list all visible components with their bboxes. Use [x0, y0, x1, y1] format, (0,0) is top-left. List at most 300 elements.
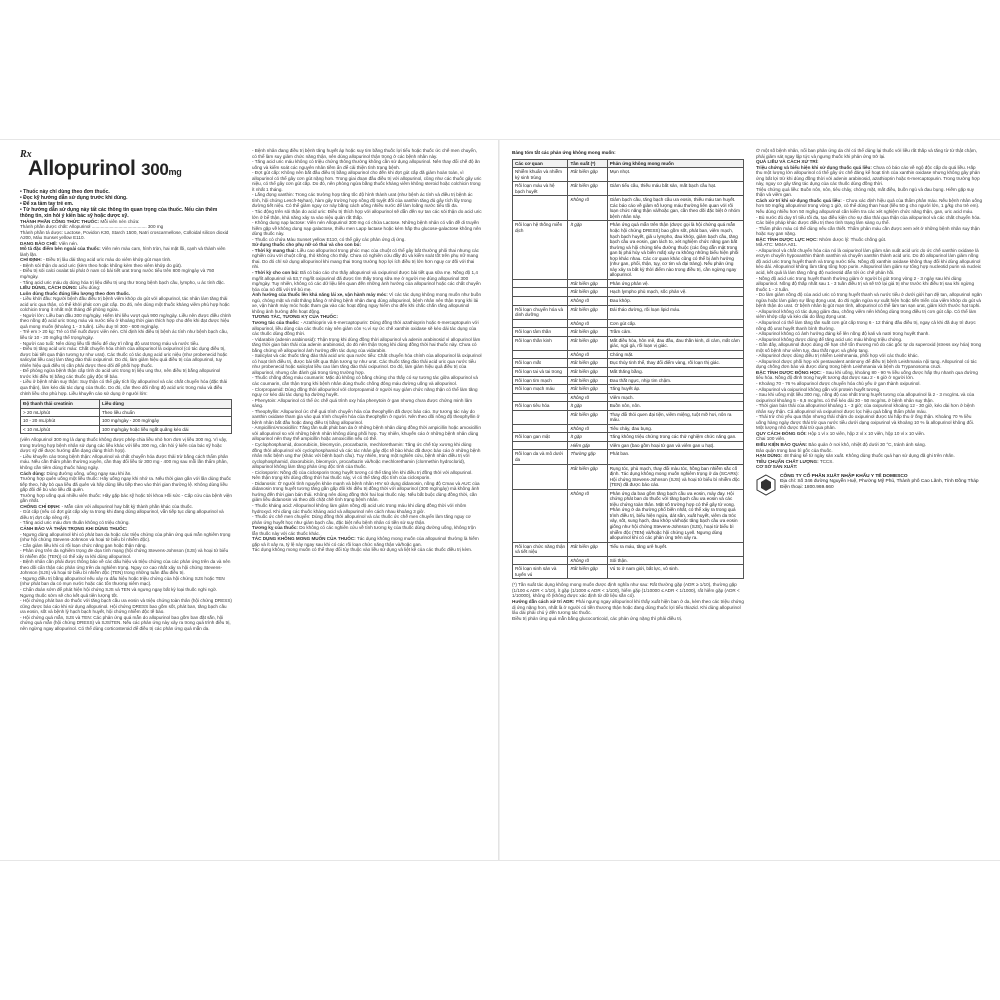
reaction-cell: Sỏi thận.	[607, 556, 743, 565]
text-paragraph	[252, 170, 482, 192]
column-1	[20, 148, 232, 853]
reaction-cell: Phản ứng da bao gồm tăng bạch cầu ưa eosin, mày đay. Hội chứng phát ban do thuốc với tăng bạch cầu ưa eosin và các triệu chứng toàn thân. Mặt số trường hợp có thể gây tử vong. Phản ứng ở da thường phổ biến nhất, có thể xảy ra trong quá trình điều trị, biểu hiện ngứa, dát sần, xuất huyết, viêm da tróc vảy, sốt, sung hạch, đau khớp và/hoặc tăng bạch cầu ưa eosin giống như hội chứng Stevens-Johnson (SJS), hoại tử biểu bì nhiễm độc (TEN) và/hoặc hội chứng Lyell. Ngưng dùng allopurinol khi có các phản ứng trên xảy ra.	[607, 489, 743, 542]
text-paragraph	[756, 198, 982, 215]
table-row	[513, 182, 744, 196]
adverse-effects-heading: Bảng tóm tắt các phản ứng không mong muốn:	[512, 150, 616, 155]
text-paragraph	[20, 246, 232, 257]
section-heading: TIÊU CHUẨN CHẤT LƯỢNG:	[756, 458, 819, 464]
table-row	[21, 408, 232, 417]
table-header-row	[21, 400, 232, 409]
text-paragraph	[20, 509, 232, 520]
paragraph-text: Trường hợp uống quá nhiều viên thuốc: Hãy gặp bác sỹ hoặc tới khoa Hồi sức - Cấp cứu của bệnh viện gần nhất.	[20, 492, 232, 504]
organ-class-cell	[513, 464, 568, 489]
paragraph-text: Ở một số bệnh nhân, nổi ban phản ứng da chỉ có thể dùng lại thuốc với liều rất thấp và tăng từ từ thật chậm, phải giảm sát ngay lập tức và ngưng thuốc khi phản ứng trở lại.	[756, 148, 977, 159]
table-cell: < 10 mL/phút	[21, 425, 100, 434]
table-row	[21, 417, 232, 426]
text-paragraph	[20, 493, 232, 504]
text-paragraph	[512, 582, 744, 599]
paragraph-text: (viên Allopurinol 300 mg là dạng thuốc không được phép chia liều nhỏ hơn đơn vị liều 300 mg. Vì vậy, trong trường hợp bệnh nhân sử dụng các liều khác với liều 300 mg, cần hỏi ý kiến của bác sỹ hoặc dược sỹ để được hướng dẫn dạng dùng thích hợp).	[20, 437, 228, 454]
frequency-cell: Thường gặp	[568, 450, 607, 464]
warning-list	[20, 189, 232, 219]
table-cell: Theo liều chuẩn	[99, 408, 231, 417]
paragraph-text: - Allopurinol không được dùng để tăng acid uric máu không triệu chứng.	[756, 336, 903, 342]
manufacturer-phone: Điện thoại: 1800.969.660	[780, 484, 834, 490]
frequency-cell: Rất hiếm gặp	[568, 336, 607, 350]
text-paragraph	[756, 359, 982, 370]
column-1-text	[20, 219, 232, 397]
rx-mark: Rx	[20, 149, 32, 160]
page-right	[500, 140, 1000, 860]
paragraph-text: - Liều khởi đầu: Người bệnh đầu điều trị bệnh viêm khớp do gút với allopurinol, tác nhân làm tăng thải acid uric qua thận, có thể khởi phát cơn gút cấp. Do đó, nên dùng một thuốc kháng viêm phù hợp hoặc colchicin trong ít nhất một tháng để phòng ngừa.	[20, 296, 230, 313]
paragraph-text: - Hội chứng phát ban do thuốc với tăng bạch cầu ưa eosin và triệu chứng toàn thân (hội chứng DRESS) cũng được báo cáo khi sử dụng allopurinol. Hội chứng DRESS bao gồm sốt, phát ban, tăng bạch cầu ưa eosin, sốt và bệnh lý hạch bạch huyết, hội chứng nhiễm độc tế bào.	[20, 598, 232, 615]
table-row	[513, 168, 744, 182]
section-heading: Triệu chứng và biểu hiện khi sử dụng thuốc quá liều:	[756, 164, 872, 170]
table-row	[513, 433, 744, 442]
paragraph-text: - Do làm giảm nồng độ của acid uric có trong huyết thanh và nước tiểu ở dưới giới hạn đệ tan, allopurinol ngăn ngừa hoặc làm giảm sự lắng đọng urat, do đó ngăn ngừa sự xuất hiện hoặc tiến triển của viêm khớp do gút và bệnh thận do urat. Ở bệnh nhân bị gút mạn tính, allopurinol có thể làm tan sạn urat, giảm kích thước hạt tophi.	[756, 292, 982, 309]
paragraph-text: Mã ATC: M04A A01.	[756, 242, 798, 248]
text-paragraph	[756, 392, 982, 403]
text-paragraph	[756, 165, 982, 187]
paragraph-text: - Tác động trên sỏi thận do acid uric: Điều trị thích hợp với allopurinol sẽ dẫn đến sự tan các sỏi thận do acid uric lớn ở bể thận, khả năng xảy ra vào niệu quản rất thấp.	[252, 209, 482, 220]
text-paragraph	[756, 226, 982, 237]
text-paragraph	[252, 547, 482, 553]
paragraph-text: - Thời gian bán thải của allopurinol khoảng 1 - 3 giờ; của oxipurinol khoảng 12 - 30 giờ, kéo dài hơn ở bệnh nhân suy thận. Cả allopurinol và oxipurinol được lọc hiệu quả bằng thẩm phân máu.	[756, 403, 975, 414]
column-4-text	[756, 148, 982, 470]
paragraph-text: - Phenytoin: Allopurinol có thể ức chế quá trình oxy hóa phenytoin ở gan nhưng chưa được chứng minh lâm sàng.	[252, 397, 473, 409]
warning-item: • Thuốc này chỉ dùng theo đơn thuốc.	[20, 188, 110, 195]
section-heading: CHỈ ĐỊNH:	[20, 257, 42, 263]
paragraph-text: Chai 100 viên.	[756, 436, 786, 442]
text-paragraph	[20, 368, 232, 379]
paragraph-text: - Gần đây, allopurinol được dùng để hạn chế tổn thương mô do các gốc tự do superoxid (stress oxy hóa) trong một số bệnh như viêm tụy, đau thắt ngực và ghép tạng.	[756, 342, 982, 353]
organ-class-cell	[513, 288, 568, 297]
text-paragraph	[20, 532, 232, 543]
text-paragraph	[252, 525, 482, 536]
text-paragraph	[252, 425, 482, 442]
warning-item: • Đọc kỹ hướng dẫn sử dụng trước khi dùng.	[20, 194, 128, 201]
section-heading: Luôn dùng thuốc đúng liều lượng theo đơn thuốc.	[20, 290, 131, 296]
section-heading: DẠNG BÀO CHẾ:	[20, 240, 58, 246]
frequency-cell: Rất hiếm gặp	[568, 376, 607, 385]
table-header-cell: Độ thanh thải creatinin	[21, 400, 100, 409]
paragraph-text: - Hội chứng quá mẫn, SJS và TEN: Các phản ứng quá mẫn do allopurinol bao gồm ban đặt sẵn, hội chứng quá mẫn (hội chứng DRESS) và SJS/TEN. Nếu các phản ứng này xảy ra trong quá trình điều trị, nên ngừng ngay allopurinol. Có thể dùng corticosteroid để điều trị các phản ứng quá mẫn da.	[20, 614, 231, 631]
text-paragraph	[756, 320, 982, 331]
paragraph-text: - Không dung nạp lactose: Viên nén Allopurinol 300 mg có chứa Lactose. Những bệnh nhân có vấn đề di truyền hiếm gặp về không dung nạp galactose, thiếu men Lapp lactase hoặc kém hấp thu glucose-galactose không nên dùng thuốc này.	[252, 220, 482, 237]
organ-class-cell	[513, 319, 568, 328]
column-2	[252, 148, 482, 853]
paragraph-text: - Sau khi uống, khoảng 80 - 90 % liều uống được hấp thụ nhanh qua đường tiêu hóa. Nồng độ đỉnh trong huyết tương đạt được sau 2 - 6 giờ ở người lớn.	[756, 369, 978, 381]
frequency-cell: Rất hiếm gặp	[568, 328, 607, 337]
table-row	[513, 385, 744, 394]
table-row	[513, 450, 744, 464]
paragraph-text: - Salicylat và các thuốc tăng đào thải acid uric qua nước tiểu: Chất chuyển hóa chính của allopurinol là oxipurinol có hoạt tính điều trị, được bài tiết qua thận tương tự như urat. Các thuốc tăng đào thải acid uric qua nước tiểu như probenecid hoặc salicylat liều cao làm tăng đào thải oxipurinol. Do đó, làm giảm hiệu quả điều trị của allopurinol, nhưng cần đánh giá trong từng trường hợp.	[252, 353, 482, 375]
table-row	[513, 336, 744, 350]
paragraph-text: Vì các tác dụng không mong muốn như buồn ngủ, chóng mặt và mất thăng bằng ở những bệnh nhân đang dùng allopurinol, bệnh nhân nên thận trọng khi lái xe, vận hành máy móc hoặc tham gia vào các hoạt động nguy hiểm cho đến khi chắc chắn rằng allopurinol không ảnh hưởng đến hoạt động.	[252, 292, 481, 314]
frequency-cell: Rất hiếm gặp	[568, 182, 607, 196]
reaction-cell: Vú to ở nam giới, bất lực, vô sinh.	[607, 565, 743, 579]
table-row	[513, 402, 744, 411]
text-paragraph	[20, 559, 232, 576]
column-1-text-continued	[20, 437, 232, 631]
paragraph-text: - Didanosin: Ở người tình nguyện khỏe mạnh và bệnh nhân HIV sử dụng didanosin, nồng độ Cmax và AUC của didanosin trong huyết tương tăng gần gấp đôi khi điều trị đồng thời với allopurinol (300 mg/ngày) mà không ảnh hưởng đến thời gian bán thải. Không nên dùng đồng thời hai loại thuốc này. Nếu bắt buộc dùng đồng thời, cần giảm liều didanosin và theo dõi chặt chẽ tình trạng bệnh nhân.	[252, 480, 480, 503]
paragraph-text: Viên nén màu cam, hình tròn, hai mặt lồi, cạnh và thành viên lành lặn.	[20, 246, 226, 257]
warning-item: • Để xa tầm tay trẻ em.	[20, 200, 74, 207]
paragraph-text: - Tăng acid uric máu không có triệu chứng thông thường không cần sử dụng allopurinol. Nên thay đổi chế độ ăn uống và kiểm soát các nguyên nhân tiềm ẩn để cải thiện tình trạng bệnh.	[252, 159, 480, 170]
paragraph-text: - Chẩn đoán sớm để phát hiện hội chứng SJS và TEN và ngưng ngay bất kỳ loại thuốc nghi ngờ. Ngưng thuốc sớm sẽ cho kết quả tiên lượng tốt.	[20, 587, 218, 598]
page-left	[0, 140, 500, 860]
organ-class-cell: Rối loạn mạch máu	[513, 385, 568, 394]
frequency-cell: Không rõ	[568, 196, 607, 221]
text-paragraph	[20, 296, 232, 313]
text-paragraph	[252, 409, 482, 426]
reaction-cell: Đục thủy tinh thể, thay đổi điểm vàng, rối loạn thị giác.	[607, 359, 743, 368]
reaction-cell: Thay đổi thói quen đại tiện, viêm miệng, tuột mỡ hơi, nôn ra máu.	[607, 410, 743, 424]
table-row	[513, 489, 744, 542]
text-paragraph	[252, 292, 482, 314]
frequency-cell: Không rõ	[568, 393, 607, 402]
frequency-cell: Không rõ	[568, 297, 607, 306]
paragraph-text: - Thuốc ức chế men chuyển: Dùng đồng thời allopurinol và các thuốc ức chế men chuyển làm tăng nguy cơ phản ứng huyết học như giảm bạch cầu, đặc biệt nếu bệnh nhân có tiền sử suy thận.	[252, 514, 471, 525]
organ-class-cell	[513, 196, 568, 221]
column-3-text	[512, 582, 744, 621]
text-paragraph	[756, 403, 982, 414]
paragraph-text: - Allopurinol và chất chuyển hóa của nó là oxipurinol làm giảm sản xuất acid uric do ức chế xanthin oxidase là enzym chuyển hypoxanthin thành xanthin và chuyển xanthin thành acid uric. Do đó allopurinol làm giảm nồng độ acid uric trong huyết thanh và trong nước tiểu. Nồng độ xanthin oxidase không thay đổi khi dùng allopurinol kéo dài. Allopurinol không làm tăng tổng hợp purin. Allopurinol làm giảm sự tổng hợp nucleotid purin và nucleic acid, kết quả là làm tăng nồng độ nucleotid dẫn tới ức chế phản hồi.	[756, 247, 982, 276]
reaction-cell: Mất điều hòa, hôn mê, đau đầu, đau thần kinh, di cảm, mất cảm giác, ngủ gà, rối loạn vị giác.	[607, 336, 743, 350]
text-paragraph	[20, 476, 232, 493]
table-row	[513, 424, 744, 433]
reaction-cell: Rụng tóc, phù mạch, thay đổi màu tóc, hồng ban nhiễm sắc cố định. Tác dụng không mong muốn nghiêm trọng ở da (SCARs): Hội chứng Stevens-Johnson (SJS) và hoại tử biểu bì nhiễm độc (TEN) đã được báo cáo.	[607, 464, 743, 489]
table-row	[513, 221, 744, 279]
frequency-cell: Không rõ	[568, 319, 607, 328]
reaction-cell: Tăng huyết áp.	[607, 385, 743, 394]
paragraph-text: - Cyclophosphamid, doxorubicin, bleomycin, procarbazin, mechlorethamin: Tăng ức chế tủy xương khi dùng đồng thời allopurinol với cyclophosphamid và các tác nhân gây độc tế bào khác đã được báo cáo ở những bệnh nhân mắc bệnh ung thư (khác với bệnh bạch cầu). Tuy nhiên, trong một nghiên cứu, bệnh nhân điều trị với cyclophosphamid, doxorubicin, bleomycin, procarbazin và/hoặc mechlorethamin (clormethin hydroclorid), allopurinol không làm tăng phản ứng độc tính của thuốc.	[252, 441, 481, 470]
section-heading: TƯƠNG TÁC, TƯƠNG KỴ CỦA THUỐC:	[252, 314, 338, 320]
organ-class-cell	[513, 350, 568, 359]
reaction-cell: Viêm gan (bao gồm hoại tử gan và viêm gan u hạt).	[607, 441, 743, 450]
warning-item: • Từ hướng dẫn sử dụng này tất các thông tin quan trọng của thuốc. Nếu cần thêm thông tin, xin hỏi ý kiến bác sỹ hoặc dược sỹ.	[20, 206, 218, 219]
reaction-cell: Trầm cảm.	[607, 328, 743, 337]
section-heading: ĐIỀU KIỆN BẢO QUẢN:	[756, 441, 808, 447]
organ-class-cell: Rối loạn máu và hệ bạch huyết	[513, 182, 568, 196]
table-row	[513, 350, 744, 359]
organ-class-cell	[513, 279, 568, 288]
renal-dose-table	[20, 399, 232, 434]
table-header-cell: Tần suất (*)	[568, 159, 607, 168]
table-row	[513, 305, 744, 319]
paragraph-text: Bảo quản trong bao bì gốc của thuốc.	[756, 447, 833, 453]
table-row	[513, 279, 744, 288]
reaction-cell: Viêm mạch.	[607, 393, 743, 402]
table-row	[513, 464, 744, 489]
text-paragraph	[756, 292, 982, 309]
reaction-cell: Tăng không triệu chứng trong các thử nghiệm chức năng gan.	[607, 433, 743, 442]
table-cell: 100 mg/ngày - 200 mg/ngày	[99, 417, 231, 426]
paragraph-text: Liều dùng:	[78, 285, 101, 291]
table-header-row	[513, 159, 744, 168]
organ-class-cell: Rối loạn tai và tai trong	[513, 367, 568, 376]
paragraph-text: - Allopurinol không có ảnh hưởng đáng kể lên nồng độ kali và natri trong huyết thanh.	[756, 331, 930, 337]
table-header-cell: Phản ứng không mong muốn	[607, 159, 743, 168]
paragraph-text: Chưa có báo cáo về ngộ độc cấp do quá liều. Hấp thu một lượng lớn allopurinol có thể gây ức chế đáng kể hoạt tính của xanthin oxidase nhưng không gây phản ứng bất lợi trừ khi dùng đồng thời với adenin arabinosid, azathioprin hoặc 6-mercaptopurin. Trong trường hợp này, nguy cơ gây tăng tác dụng của các thuốc dùng đồng thời.	[756, 164, 980, 187]
table-row	[513, 359, 744, 368]
paragraph-text: - Người lớn: Liều ban đầu 300 mg/ngày. Hiếm khi liều vượt quá 900 mg/ngày. Liều nên được điều chỉnh theo nồng độ acid uric trong máu và nước tiểu ở khoảng thời gian thích hợp cho đến khi đạt được hiệu quả mong muốn (khoảng 1 - 3 tuần). Liều duy trì 300 - 600 mg/ngày.	[20, 312, 232, 329]
paragraph-text: - Tăng acid uric máu đơn thuần không có triệu chứng.	[20, 520, 130, 526]
paragraph-text: - Đợt gút cấp: Không nên bắt đầu điều trị bằng allopurinol cho đến khi đợt gút cấp đã giảm hoàn toàn, vì allopurinol có thể gây cơn gút nặng hơn. Trong giai đoạn đầu điều trị với allopurinol, cũng như các thuốc gây uric niệu, có thể gây cơn gút cấp. Do đó, nên phòng ngừa bằng thuốc kháng viêm không steroid hoặc colchicin trong ít nhất 1 tháng.	[252, 170, 482, 192]
paragraph-text: - Ngưng dùng allopurinol khi có phát ban da hoặc các triệu chứng của phản ứng quá mẫn nghiêm trọng (như hội chứng Stevens-Johnson và hoại tử biểu bì nhiễm độc).	[20, 531, 231, 543]
paragraph-text: - Sau khi uống một liều 300 mg, nồng độ cao nhất trong huyết tương của allopurinol là 2 - 3 mcg/mL và của oxipurinol khoảng 5 - 6,5 mcg/mL có thể kéo dài 30 - 50 mcg/mL ở bệnh nhân suy thận.	[756, 392, 975, 403]
paragraph-text: - Ngưng điều trị bằng allopurinol nếu xảy ra dấu hiệu hoặc triệu chứng của hội chứng SJS hoặc TEN (như phát ban da có mụn nước hoặc các tổn thương niêm mạc).	[20, 575, 225, 587]
paragraph-text: Hộp 1 vỉ x 10 viên, hộp 2 vỉ x 10 viên, hộp 10 vỉ x 10 viên.	[808, 430, 925, 436]
organ-class-cell: Rối loạn chức năng thận và tiết niệu	[513, 542, 568, 556]
organ-class-cell	[513, 393, 568, 402]
paragraph-text: Thành phần tá dược: Lactose, Povidon K30, Starch 1500, Natri croscarmellose, Colloidal silicon dioxid A200, Màu Sunset yellow E110.	[20, 229, 229, 241]
table-row	[513, 367, 744, 376]
reaction-cell: Tiểu ra máu, tăng urê huyết.	[607, 542, 743, 556]
adverse-effects-table	[512, 159, 744, 580]
text-paragraph	[756, 414, 982, 431]
domesco-logo-icon	[756, 474, 776, 496]
paragraph-text: - Thuốc kháng acid: Allopurinol không làm giảm nồng độ acid uric trong máu khi dùng đồng thời với nhôm hydroxyd. Khi dùng các thuốc kháng acid và allopurinol nên cách nhau khoảng 3 giờ.	[252, 503, 467, 514]
table-cell: 100 mg/ngày hoặc liều ngắt quãng kéo dài	[99, 425, 231, 434]
text-paragraph	[756, 342, 982, 353]
paragraph-text: Nhóm dược lý: Thuốc chống gút.	[819, 236, 887, 242]
frequency-cell: Ít gặp	[568, 221, 607, 279]
frequency-cell: Không rõ	[568, 489, 607, 542]
section-heading: HẠN DÙNG:	[756, 453, 783, 459]
paragraph-text: - Bệnh sỏi thận do acid uric (kèm theo hoặc không kèm theo viêm khớp do gút).	[20, 262, 183, 268]
text-paragraph	[756, 148, 982, 159]
paragraph-text: - Bệnh nhân cần phải được thông báo về các dấu hiệu và triệu chứng của các phản ứng trên da và nên theo dõi cẩn thận các phản ứng trên da nghiêm trọng. Nguy cơ cao nhất xảy ra hội chứng Stevens-Johnson (SJS) và hoại tử biểu bì nhiễm độc (TEN) trong những tuần đầu điều trị.	[20, 559, 231, 576]
frequency-cell: Không rõ	[568, 350, 607, 359]
table-row	[513, 393, 744, 402]
section-heading: Tương tác của thuốc:	[252, 319, 300, 325]
table-row	[513, 319, 744, 328]
paragraph-text: Triệu chứng quá liều: Buồn nôn, nôn, tiêu chảy, chóng mặt, mất điều, buồn ngủ và đau bụng. Hiếm gặp suy thận và viêm gan.	[756, 186, 975, 198]
text-paragraph	[252, 220, 482, 237]
organ-class-cell: Rối loạn tiêu hóa	[513, 402, 568, 411]
paragraph-text: - Ciclosporin: Nồng độ của ciclosporin trong huyết tương có thể tăng lên khi điều trị đồng thời với allopurinol. Nên thận trọng khi dùng đồng thời hai thuốc này, vì có thể tăng độc tính của ciclosporin.	[252, 469, 473, 481]
section-heading: - Thời kỳ cho con bú:	[252, 270, 299, 276]
product-name: Allopurinol	[28, 156, 136, 180]
text-paragraph	[756, 187, 982, 198]
paragraph-text: - Gút cấp (nếu có đợt gút cấp xảy ra trong khi đang dùng allopurinol, vẫn tiếp tục dùng allopurinol và điều trị đợt cấp riêng rẽ).	[20, 509, 224, 520]
text-paragraph	[252, 442, 482, 470]
frequency-cell: Không rõ	[568, 556, 607, 565]
table-cell: 10 - 20 mL/phút	[21, 417, 100, 426]
manufacturer-info	[780, 474, 979, 491]
text-paragraph	[20, 454, 232, 471]
text-paragraph	[252, 320, 482, 337]
section-heading: ĐẶC TÍNH DƯỢC ĐỘNG HỌC:	[756, 369, 822, 375]
reaction-cell: Mụn nhọt.	[607, 168, 743, 182]
text-paragraph	[756, 464, 982, 470]
reaction-cell: Giảm bạch cầu, tăng bạch cầu ưa eosin, thiếu máu tan huyết. Các báo cáo về giảm số lượng máu thường liên quan với rối loạn chức năng thận và/hoặc gan, cần theo dõi đặc biệt ở nhóm bệnh nhân này.	[607, 196, 743, 221]
paragraph-text: Mỗi viên nén chứa:	[100, 218, 140, 224]
organ-class-cell	[513, 556, 568, 565]
text-paragraph	[512, 616, 744, 622]
frequency-cell: Rất hiếm gặp	[568, 410, 607, 424]
section-heading: Cách xử trí khi sử dụng thuốc quá liều:	[756, 197, 842, 203]
table-row	[513, 410, 744, 424]
organ-class-cell: Rối loạn chuyển hóa và dinh dưỡng	[513, 305, 568, 319]
sheet-bottom-edge	[0, 860, 1000, 861]
section-heading: CẢNH BÁO VÀ THẬN TRỌNG KHI DÙNG THUỐC:	[20, 525, 128, 531]
paragraph-text: Điều trị phản ứng quá mẫn bằng glucocorticoid, các phản ứng nặng thì phải điều trị.	[512, 615, 683, 621]
text-paragraph	[252, 270, 482, 292]
table-cell: > 20 mL/phút	[21, 408, 100, 417]
section-heading: THÀNH PHẦN CÔNG THỨC THUỐC:	[20, 218, 100, 224]
product-title	[28, 158, 232, 183]
paragraph-text: Phải ngưng ngay allopurinol khi thấy xuất hiện ban ở da, kèm theo các triệu chứng dị ứng nặng hơn, nhất là ở người có tiền thương thận hoặc đang dùng thuốc lợi tiểu thiazid. Khi dùng allopurinol lâu dài phải chú ý đến tương tác thuốc.	[512, 599, 744, 616]
section-heading: QUÁ LIỀU VÀ CÁCH XỬ TRÍ:	[756, 159, 819, 165]
organ-class-cell: Rối loạn sinh sản và tuyến vú	[513, 565, 568, 579]
organ-class-cell	[513, 441, 568, 450]
reaction-cell: Phản ứng phản vệ.	[607, 279, 743, 288]
frequency-cell: Rất hiếm gặp	[568, 385, 607, 394]
paragraph-text: - Điều trị sỏi calci oxalat tái phát ở nam có bài tiết urat trong nước tiểu trên 800 mg/ngày và 750 mg/ngày.	[20, 268, 215, 280]
frequency-cell: Ít gặp	[568, 433, 607, 442]
product-strength-unit: mg	[168, 166, 182, 177]
table-header-cell: Các cơ quan	[513, 159, 568, 168]
paragraph-text: - Cần giảm liều khi có rối loạn chức năng gan hoặc thận nặng.	[20, 542, 147, 548]
frequency-cell: Rất hiếm gặp	[568, 464, 607, 489]
section-heading: Tương kỵ của thuốc:	[252, 525, 298, 531]
reaction-cell: Chóng mặt.	[607, 350, 743, 359]
reaction-cell: Buồn nôn, nôn.	[607, 402, 743, 411]
paragraph-text: - Bệnh nhân đang điều trị bệnh tăng huyết áp hoặc suy tim bằng thuốc lợi tiểu hoặc thuốc ức chế men chuyển, có thể làm suy giảm chức năng thận, nên dùng allopurinol thận trọng ở các bệnh nhân này.	[252, 148, 477, 159]
paragraph-text: - Thuốc có chứa Màu Sunset yellow E110, có thể gây các phản ứng dị ứng.	[252, 236, 406, 242]
text-paragraph	[20, 437, 232, 454]
section-heading: Cách dùng:	[20, 470, 46, 476]
table-row	[513, 565, 744, 579]
table-row	[513, 542, 744, 556]
product-strength: 300	[141, 159, 169, 179]
organ-class-cell	[513, 410, 568, 424]
paragraph-text: Thành phần dược chất: Allopurinol ........................................... 300 mg	[20, 224, 164, 230]
table-row	[21, 425, 232, 434]
paragraph-text: - Liều ở bệnh nhân suy thận: Suy thận có thể gây tích lũy allopurinol và các chất chuyển hóa (đặc thải qua thận), làm kéo dài tác dụng của thuốc. Do đó, cần theo dõi nồng độ acid uric trong máu và điều chỉnh liều cho phù hợp. Liều khuyến cáo sử dụng ở người lớn:	[20, 379, 228, 396]
paragraph-text: - Thải trừ chủ yếu qua thận nhưng thải chậm do oxipurinol được tái hấp thu ở ống thận. Khoảng 70 % liều uống hàng ngày được thải trừ qua nước tiểu dưới dạng oxipurinol và khoảng 10 % là allopurinol không đổi. Một lượng nhỏ được thải trừ qua phân.	[756, 414, 974, 431]
text-paragraph	[756, 276, 982, 293]
text-paragraph	[20, 329, 232, 340]
paragraph-text: - Ampicillin/Amoxicillin: Tăng tần suất phát ban da ở những bệnh nhân dùng đồng thời ampicillin hoặc amoxicillin với allopurinol so với những bệnh nhân không dùng phối hợp. Tuy nhiên, khuyến cáo ở những bệnh nhân dùng allopurinol nên thay thế ampicillin hoặc amoxicillin nếu có thể.	[252, 425, 481, 442]
paragraph-text: Liều cao allopurinol trong phúc mạc của chuột có thể gây bất thường phôi thai nhưng các nghiên cứu với chuột cống, thỏ không cho thấy. Chưa có nghiên cứu đầy đủ và kiểm soát tốt trên phụ nữ mang thai. Do đó chỉ sử dụng allopurinol khi mang thai trong trường hợp lợi ích điều trị lớn hơn nguy cơ đối với thai nhi.	[252, 247, 479, 270]
reaction-cell: Giảm tiểu cầu, thiếu máu bất sản, mất bạch cầu hạt.	[607, 182, 743, 196]
paragraph-text: - Nồng độ acid uric trong huyết thanh thường giảm ở người bị gút trong vòng 2 - 3 ngày sau khi dùng allopurinol. Nồng độ thấp nhất sau 1 - 3 tuần điều trị và sẽ trở lại giá trị như trước khi điều trị sau khi ngừng thuốc 1 - 2 tuần.	[756, 275, 975, 292]
adverse-effects-table-body	[513, 168, 744, 579]
paragraph-text: Đã có báo cáo cho thấy allopurinol và oxipurinol được bài tiết qua sữa mẹ. Nồng độ 1,4 mg/lít allopurinol và 53,7 mg/lít oxipurinol đã được tìm thấy trong sữa mẹ ở người mẹ dùng allopurinol 300 mg/ngày. Tuy nhiên, không có các dữ liệu liên quan đến những ảnh hưởng của allopurinol hoặc các chất chuyển hóa của nó đối với trẻ bú mẹ.	[252, 270, 481, 292]
text-paragraph	[252, 192, 482, 209]
reaction-cell: Phát ban.	[607, 450, 743, 464]
text-paragraph	[20, 598, 232, 615]
table-row	[513, 441, 744, 450]
paragraph-text: - Allopurinol được dùng điều trị nhiễm Leishmania, phối hợp với các thuốc khác.	[756, 353, 919, 359]
paragraph-text: - Bù nước đủ duy trì tiểu tối đa, tạo điều kiện cho sự đào thải qua thận của allopurinol và các chất chuyển hóa. Các biện pháp khác được điều trị theo tình trạng lâm sàng cụ thể.	[756, 214, 981, 226]
paragraph-text: TCCS.	[819, 458, 834, 464]
paragraph-text: - Allopurinol không có tác dụng giảm đau, chống viêm nên không dùng trong điều trị cơn gút cấp. Có thể làm viêm khớp cấp và kéo dài do lắng đọng urat.	[756, 308, 977, 320]
paragraph-text: - Khoảng 70 - 76 % allopurinol được chuyển hóa chủ yếu ở gan thành oxipurinol.	[756, 380, 921, 386]
text-paragraph	[252, 398, 482, 409]
section-heading: Hướng dẫn cách xử trí ADR:	[512, 599, 575, 604]
paragraph-text: Bảo quản ở nơi khô, nhiệt độ dưới 30 °C, tránh ánh sáng.	[808, 441, 926, 447]
text-paragraph	[20, 230, 232, 241]
text-paragraph	[20, 576, 232, 587]
organ-class-cell	[513, 424, 568, 433]
organ-class-cell	[513, 297, 568, 306]
text-paragraph	[20, 615, 232, 632]
reaction-cell: Mất thăng bằng.	[607, 367, 743, 376]
section-heading: Ảnh hưởng của thuốc lên khả năng lái xe, vận hành máy móc:	[252, 292, 388, 298]
paragraph-text: - Để phòng ngừa bệnh thận cấp tính do acid uric trong trị liệu ung thư, nên điều trị bằng allopurinol trước khi điều trị bằng các thuốc gây độc tế bào.	[20, 368, 221, 379]
paragraph-text: Tác dụng không mong muốn của allopurinol thường là hiếm gặp và ít xảy ra, tỷ lệ này ngay sau khi có các rối loạn chức năng thận và/hoặc gan.	[252, 536, 479, 547]
text-paragraph	[252, 248, 482, 270]
text-paragraph	[20, 268, 232, 279]
paragraph-text: (*) Tần suất tác dụng không mong muốn được định nghĩa như sau: Rất thường gặp (ADR ≥ 1/10), thường gặp (1/100 ≤ ADR < 1/10), ít gặp (1/1000 ≤ ADR < 1/100), hiếm gặp (1/10000 ≤ ADR < 1/1000), rất hiếm gặp (ADR < 1/10000), không rõ (không được xác định từ dữ liệu sẵn có).	[512, 582, 740, 599]
paragraph-text: - Trẻ em > 20 kg: Trẻ có thể nuốt được viên nén. Chỉ định khi điều trị bệnh ác tính như bệnh bạch cầu, liều từ 10 - 20 mg/kg thể trọng/ngày.	[20, 329, 228, 341]
paragraph-text: - Người cao tuổi: Nên dùng liều tối thiểu để duy trì nồng độ urat trong máu và nước tiểu.	[20, 340, 200, 346]
text-paragraph	[756, 370, 982, 381]
section-heading: TÁC DỤNG KHÔNG MONG MUỐN CỦA THUỐC:	[252, 536, 356, 542]
paragraph-text: - Allopurinol và oxipurinol không gắn với protein huyết tương.	[756, 386, 881, 392]
section-heading: Mô tả đặc điểm bên ngoài của thuốc:	[20, 246, 101, 252]
reaction-cell: Đau thắt ngực, nhịp tim chậm.	[607, 376, 743, 385]
reaction-cell: Tiêu chảy, đau bụng.	[607, 424, 743, 433]
frequency-cell: Rất hiếm gặp	[568, 542, 607, 556]
text-paragraph	[252, 159, 482, 170]
manufacturer-name: CÔNG TY CỔ PHẦN XUẤT NHẬP KHẨU Y TẾ DOMESCO	[780, 473, 908, 479]
text-paragraph	[252, 353, 482, 375]
reaction-cell: Đái tháo đường, rối loạn lipid máu.	[607, 305, 743, 319]
text-paragraph	[252, 481, 482, 503]
paragraph-text: - Điều trị tăng acid uric máu: Chất chuyển hóa chính của allopurinol là oxipurinol (có tác dụng điều trị, được bài tiết qua thận tương tự như urat). Các thuốc có tác dụng acid uric niệu (như probenecid hoặc salicylat liều cao) làm tăng đào thải oxipurinol. Do đó, làm giảm hiệu quả điều trị của allopurinol, tuy nhiên hiệu quả điều trị cần phải được theo dõi để phối hợp thuốc.	[20, 346, 228, 368]
paragraph-text: - Điều trị lâu dài tăng acid uric máu do viêm khớp gút mạn tính.	[43, 257, 172, 263]
frequency-cell: Không rõ	[568, 424, 607, 433]
table-row	[513, 297, 744, 306]
text-paragraph	[252, 470, 482, 481]
section-heading: CHỐNG CHỈ ĐỊNH:	[20, 503, 61, 509]
column-2-text	[252, 148, 482, 553]
table-row	[513, 556, 744, 565]
section-heading: LIỀU DÙNG, CÁCH DÙNG:	[20, 285, 78, 291]
reaction-cell: Đau khớp.	[607, 297, 743, 306]
text-paragraph	[252, 148, 482, 159]
text-paragraph	[756, 248, 982, 276]
organ-class-cell	[513, 489, 568, 542]
organ-class-cell: Rối loạn mắt	[513, 359, 568, 368]
section-heading: ĐẶC TÍNH DƯỢC LỰC HỌC:	[756, 236, 818, 242]
section-heading: - Thời kỳ mang thai:	[252, 247, 296, 253]
text-paragraph	[20, 313, 232, 330]
reaction-cell: Hạch lympho phù mạch, sốc phản vệ.	[607, 288, 743, 297]
frequency-cell: Rất hiếm gặp	[568, 305, 607, 319]
section-heading: Sử dụng thuốc cho phụ nữ có thai và cho con bú:	[252, 242, 361, 248]
text-paragraph	[252, 536, 482, 547]
text-paragraph	[252, 514, 482, 525]
organ-class-cell: Rối loạn tim mạch	[513, 376, 568, 385]
paragraph-text: - Mẫn cảm với allopurinol hay bất kỳ thành phần khác của thuốc.	[61, 503, 194, 509]
frequency-cell: Rất hiếm gặp	[568, 279, 607, 288]
frequency-cell: Rất hiếm gặp	[568, 288, 607, 297]
text-paragraph	[756, 215, 982, 226]
text-paragraph	[20, 548, 232, 559]
manufacturer-address: Địa chỉ: Số 346 đường Nguyễn Huệ, Phường Mỹ Phú, Thành phố Cao Lãnh, Tỉnh Đồng Tháp	[780, 479, 979, 485]
paragraph-text: 48 tháng kể từ ngày sản xuất. Không dùng thuốc quá hạn sử dụng đã ghi trên nhãn.	[783, 453, 955, 459]
organ-class-cell: Nhiễm khuẩn và nhiễm ký sinh trùng	[513, 168, 568, 182]
paragraph-text: - Vidarabin (adenin arabinosid): Thận trọng khi dùng đồng thời allopurinol và adenin arabinosid vì allopurinol làm tăng thời gian bán thải của adenin arabinosid, do đó nên thận trọng khi dùng đồng thời hai thuốc này. Chưa có bằng chứng về allopurinol ảnh hưởng đến tác dụng của vidarabin.	[252, 336, 481, 353]
table-row	[513, 196, 744, 221]
paragraph-text: - Chưa xác định hiệu quả của thẩm phân máu. Nếu bệnh nhân uống hơn 50 mg/kg allopurinol trong vòng 1 giờ, có thể dùng than hoạt (liều 50 g cho người lớn, 1 g/kg cho trẻ em). Nếu dùng nhiều hơn 50 mg/kg allopurinol cần kiểm tra các xét nghiệm chức năng thận, gan, uric acid máu.	[756, 197, 982, 215]
frequency-cell: Rất hiếm gặp	[568, 367, 607, 376]
